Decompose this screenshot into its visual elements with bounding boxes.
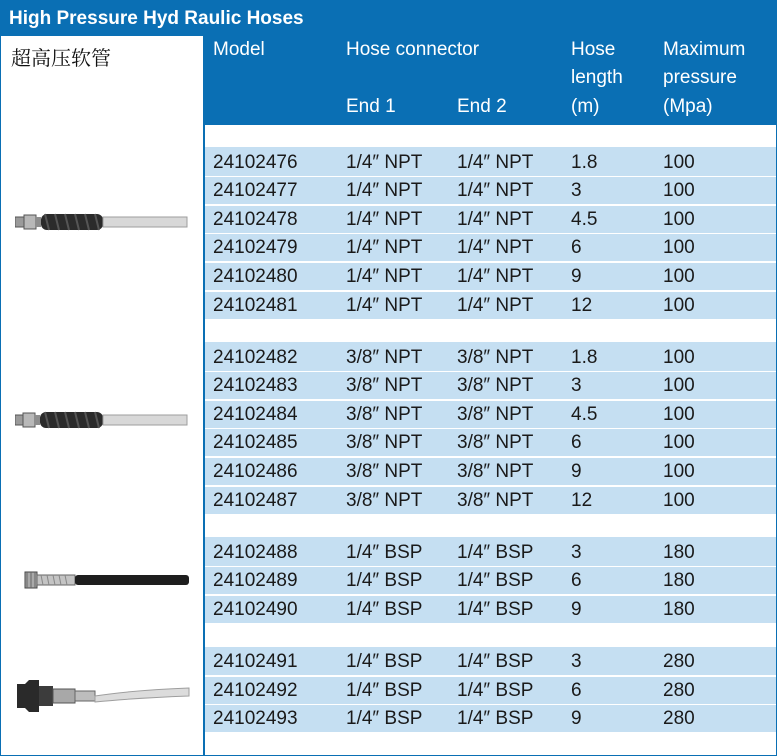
end2-cell: 1/4″ BSP: [457, 708, 534, 730]
pressure-cell: 100: [663, 346, 695, 368]
length-cell: 1.8: [571, 346, 598, 368]
table-row: [205, 292, 776, 321]
table-row: [205, 344, 776, 373]
pressure-cell: 100: [663, 403, 695, 425]
model-cell: 24102485: [213, 432, 298, 454]
end1-cell: 1/4″ NPT: [346, 180, 423, 202]
pressure-cell: 280: [663, 679, 695, 701]
length-cell: 4.5: [571, 403, 598, 425]
end1-cell: 1/4″ BSP: [346, 651, 423, 672]
model-cell: 24102477: [213, 180, 298, 202]
grey-hose-black-sleeve-icon: [15, 208, 190, 236]
end2-cell: 1/4″ NPT: [457, 265, 534, 287]
model-cell: 24102478: [213, 208, 298, 230]
table-row: [205, 429, 776, 458]
group-spacer: [205, 515, 776, 539]
table-row: [205, 372, 776, 401]
end2-cell: 3/8″ NPT: [457, 432, 534, 454]
image-column: [1, 36, 203, 755]
grey-hose-coupler-icon: [15, 676, 190, 716]
table-row: [205, 539, 776, 568]
header-end2: End 2: [457, 96, 507, 117]
header-hose-length-1: Hose: [571, 39, 616, 60]
end2-cell: 1/4″ BSP: [457, 570, 534, 592]
end1-cell: 3/8″ NPT: [346, 432, 423, 454]
model-cell: 24102484: [213, 403, 298, 425]
pressure-cell: 100: [663, 180, 695, 202]
model-cell: 24102493: [213, 708, 298, 730]
table-header: [205, 36, 776, 125]
table-row: [205, 567, 776, 596]
end1-cell: 3/8″ NPT: [346, 489, 423, 511]
end1-cell: 1/4″ NPT: [346, 294, 423, 316]
model-cell: 24102486: [213, 461, 298, 482]
end2-cell: 1/4″ NPT: [457, 208, 534, 230]
pressure-cell: 100: [663, 151, 695, 173]
length-cell: 9: [571, 265, 582, 287]
pressure-cell: 180: [663, 598, 695, 620]
grey-hose-black-sleeve-icon: [15, 406, 190, 434]
table-row: [205, 648, 776, 677]
table-row: [205, 705, 776, 734]
model-cell: 24102490: [213, 598, 298, 620]
end2-cell: 1/4″ BSP: [457, 651, 534, 672]
length-cell: 6: [571, 237, 582, 259]
black-hose-icon: [15, 566, 190, 594]
end1-cell: 1/4″ BSP: [346, 541, 423, 563]
length-cell: 12: [571, 294, 593, 316]
end2-cell: 1/4″ NPT: [457, 180, 534, 202]
pressure-cell: 100: [663, 375, 695, 397]
length-cell: 6: [571, 432, 582, 454]
pressure-cell: 100: [663, 265, 695, 287]
length-cell: 4.5: [571, 208, 598, 230]
pressure-cell: 100: [663, 237, 695, 259]
model-cell: 24102480: [213, 265, 298, 287]
model-cell: 24102481: [213, 294, 298, 316]
end1-cell: 1/4″ BSP: [346, 598, 423, 620]
length-cell: 3: [571, 180, 582, 202]
pressure-cell: 100: [663, 208, 695, 230]
end2-cell: 1/4″ BSP: [457, 541, 534, 563]
table-row: [205, 263, 776, 292]
header-hose-length-2: length: [571, 67, 623, 88]
table-row: [205, 234, 776, 263]
end1-cell: 1/4″ BSP: [346, 570, 423, 592]
pressure-cell: 180: [663, 570, 695, 592]
end2-cell: 1/4″ NPT: [457, 294, 534, 316]
end1-cell: 1/4″ BSP: [346, 679, 423, 701]
pressure-cell: 100: [663, 489, 695, 511]
length-cell: 6: [571, 570, 582, 592]
length-cell: 6: [571, 679, 582, 701]
model-cell: 24102492: [213, 679, 298, 701]
model-cell: 24102491: [213, 651, 298, 672]
table-row: [205, 596, 776, 625]
pressure-cell: 280: [663, 708, 695, 730]
group-spacer: [205, 125, 776, 149]
header-hose-connector: Hose connector: [346, 39, 480, 60]
pressure-cell: 180: [663, 541, 695, 563]
header-max-pressure-1: Maximum: [663, 39, 746, 60]
end2-cell: 3/8″ NPT: [457, 346, 534, 368]
length-cell: 9: [571, 598, 582, 620]
end1-cell: 3/8″ NPT: [346, 403, 423, 425]
table-row: [205, 677, 776, 706]
model-cell: 24102479: [213, 237, 298, 259]
length-cell: 3: [571, 541, 582, 563]
table-row: [205, 177, 776, 206]
model-cell: 24102482: [213, 346, 298, 368]
group-spacer: [205, 320, 776, 344]
table-row: [205, 149, 776, 178]
end1-cell: 1/4″ NPT: [346, 265, 423, 287]
end1-cell: 1/4″ NPT: [346, 151, 423, 173]
length-cell: 9: [571, 708, 582, 730]
model-cell: 24102487: [213, 489, 298, 511]
model-cell: 24102489: [213, 570, 298, 592]
header-hose-length-3: (m): [571, 96, 600, 117]
pressure-cell: 100: [663, 294, 695, 316]
length-cell: 1.8: [571, 151, 598, 173]
length-cell: 12: [571, 489, 593, 511]
pressure-cell: 100: [663, 432, 695, 454]
end2-cell: 3/8″ NPT: [457, 461, 534, 482]
header-model: Model: [213, 39, 265, 60]
group-spacer: [205, 625, 776, 649]
length-cell: 3: [571, 651, 582, 672]
end2-cell: 1/4″ NPT: [457, 237, 534, 259]
length-cell: 9: [571, 461, 582, 482]
header-max-pressure-2: pressure: [663, 67, 737, 88]
model-cell: 24102476: [213, 151, 298, 173]
end1-cell: 1/4″ NPT: [346, 237, 423, 259]
end1-cell: 1/4″ NPT: [346, 208, 423, 230]
hose-table: [203, 36, 776, 755]
table-row: [205, 458, 776, 487]
end2-cell: 3/8″ NPT: [457, 403, 534, 425]
sheet-title: High Pressure Hyd Raulic Hoses: [1, 1, 776, 36]
end1-cell: 3/8″ NPT: [346, 346, 423, 368]
end1-cell: 1/4″ BSP: [346, 708, 423, 730]
chinese-title: 超高压软管: [11, 46, 111, 70]
end2-cell: 1/4″ NPT: [457, 151, 534, 173]
end1-cell: 3/8″ NPT: [346, 461, 423, 482]
length-cell: 3: [571, 375, 582, 397]
table-row: [205, 487, 776, 516]
model-cell: 24102488: [213, 541, 298, 563]
table-row: [205, 206, 776, 235]
end2-cell: 1/4″ BSP: [457, 598, 534, 620]
header-max-pressure-3: (Mpa): [663, 96, 713, 117]
pressure-cell: 100: [663, 461, 695, 482]
pressure-cell: 280: [663, 651, 695, 672]
table-row: [205, 401, 776, 430]
end2-cell: 3/8″ NPT: [457, 489, 534, 511]
end1-cell: 3/8″ NPT: [346, 375, 423, 397]
end2-cell: 1/4″ BSP: [457, 679, 534, 701]
end2-cell: 3/8″ NPT: [457, 375, 534, 397]
model-cell: 24102483: [213, 375, 298, 397]
header-end1: End 1: [346, 96, 396, 117]
